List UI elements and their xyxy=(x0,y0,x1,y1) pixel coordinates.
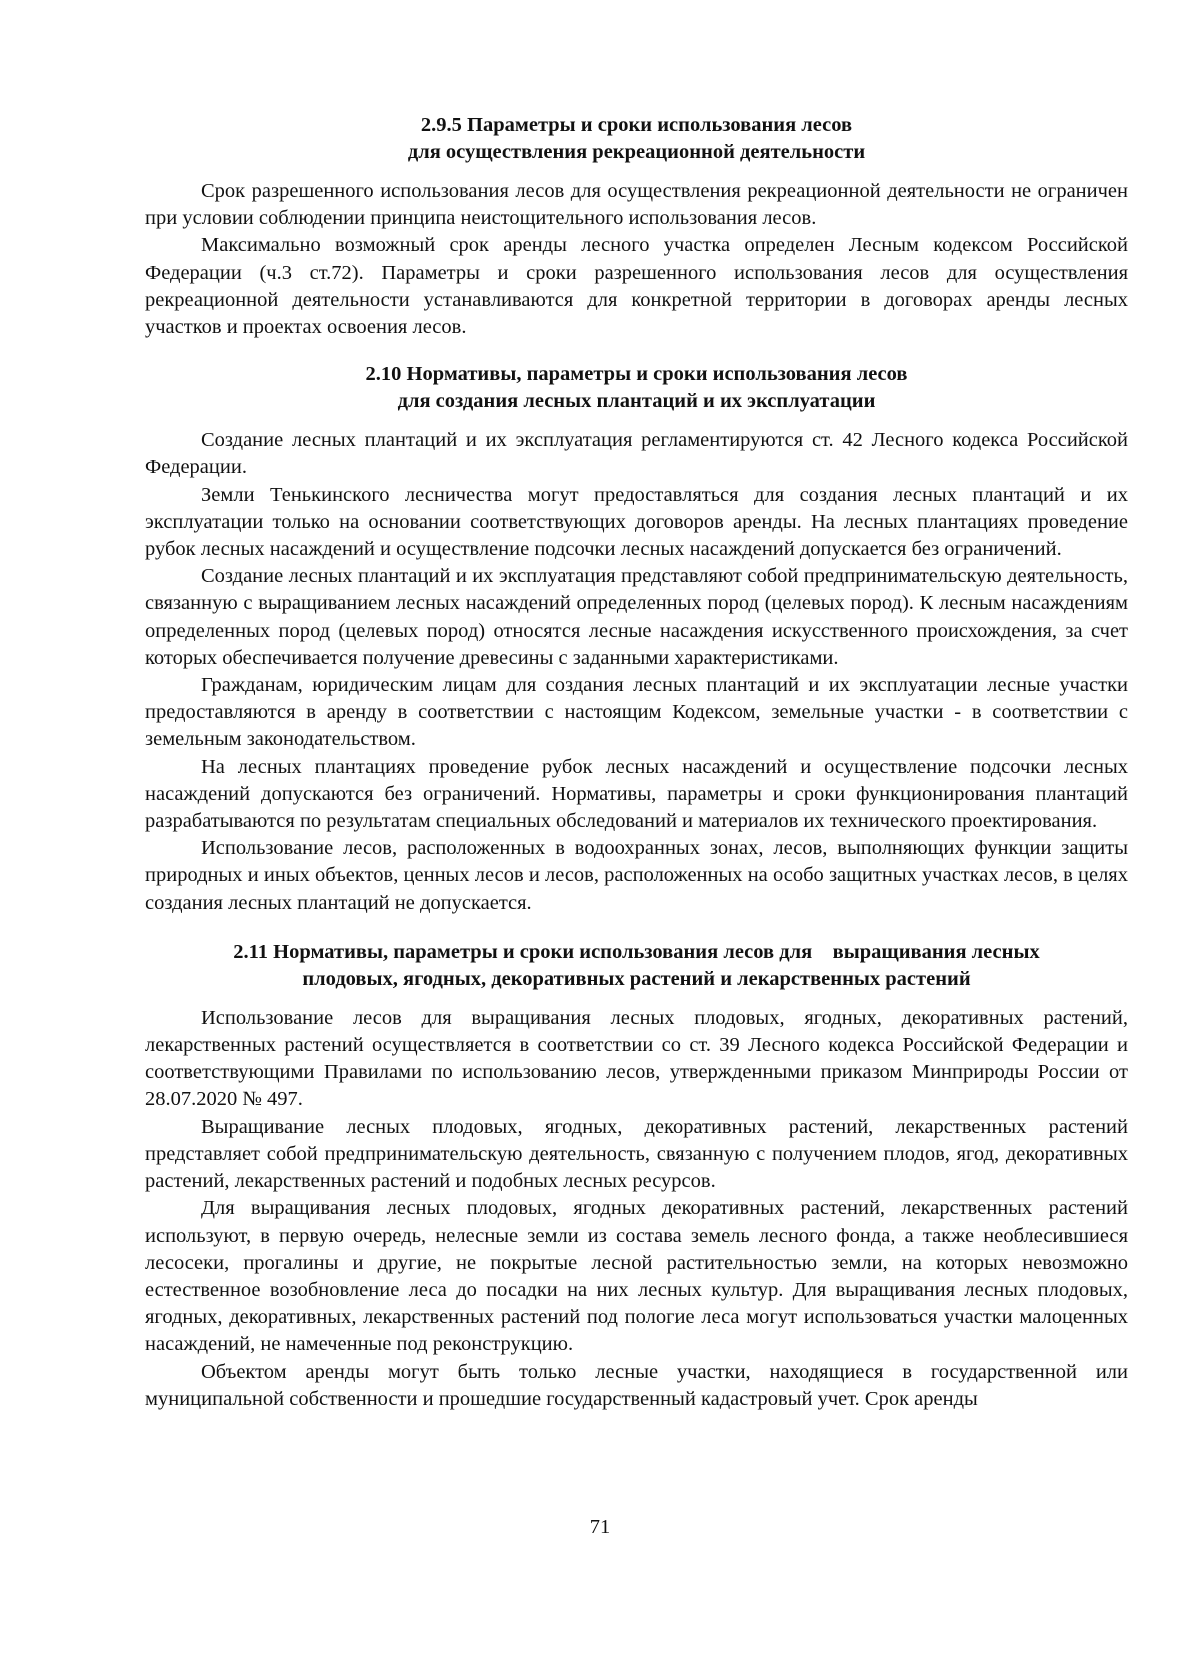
section-2-9-5 xyxy=(145,112,1128,341)
heading-line: 2.11 Нормативы, параметры и сроки использования лесов для выращивания лесных xyxy=(233,940,1040,963)
paragraph: Создание лесных плантаций и их эксплуатация представляют собой предпринимательскую деятельность, связанную с выращиванием лесных насаждений определенных пород (целевых пород). К лесным насаждениям определенных пород (целевых пород) относятся лесные насаждения искусственного происхождения, за счет которых обеспечивается получение древесины с заданными характеристиками. xyxy=(145,565,1128,669)
paragraph: Создание лесных плантаций и их эксплуатация регламентируются ст. 42 Лесного кодекса Российской Федерации. xyxy=(145,429,1128,479)
paragraph: Выращивание лесных плодовых, ягодных, декоративных растений, лекарственных растений представляет собой предпринимательскую деятельность, связанную с получением плодов, ягод, декоративных растений, лекарственных растений и подобных лесных ресурсов. xyxy=(145,1115,1128,1193)
paragraph: Использование лесов для выращивания лесных плодовых, ягодных, декоративных растений, лекарственных растений осуществляется в соответствии со ст. 39 Лесного кодекса Российской Федерации и соответствующими Правилами по использованию лесов, утвержденными приказом Минприроды России от 28.07.2020 № 497. xyxy=(145,1006,1128,1111)
paragraph: Объектом аренды могут быть только лесные участки, находящиеся в государственной или муниципальной собственности и прошедшие государственный кадастровый учет. Срок аренды xyxy=(145,1360,1128,1410)
section-heading xyxy=(145,112,1128,166)
document-page xyxy=(145,112,1128,1413)
paragraph: На лесных плантациях проведение рубок лесных насаждений и осуществление подсочки лесных насаждений допускаются без ограничений. Нормативы, параметры и сроки функционирования плантаций разрабатываются по результатам специальных обследований и материалов их технического проектирования. xyxy=(145,755,1128,833)
paragraph: Максимально возможный срок аренды лесного участка определен Лесным кодексом Российской Федерации (ч.3 ст.72). Параметры и сроки разрешенного использования лесов для осуществления рекреационной деятельности устанавливаются для конкретной территории в договорах аренды лесных участков и проектах освоения лесов. xyxy=(145,234,1128,339)
page-number: 71 xyxy=(589,1516,611,1538)
paragraph: Гражданам, юридическим лицам для создания лесных плантаций и их эксплуатации лесные участки предоставляются в аренду в соответствии с настоящим Кодексом, земельные участки - в соответствии с земельным законодательством. xyxy=(145,674,1128,751)
paragraph: Срок разрешенного использования лесов для осуществления рекреационной деятельности не ограничен при условии соблюдении принципа неистощительного использования лесов. xyxy=(145,180,1128,230)
section-2-11 xyxy=(145,939,1128,1413)
heading-line: 2.10 Нормативы, параметры и сроки использования лесов xyxy=(365,363,908,386)
heading-line: 2.9.5 Параметры и сроки использования лесов xyxy=(420,114,853,136)
section-heading xyxy=(145,939,1128,993)
heading-line: для осуществления рекреационной деятельности xyxy=(407,141,866,163)
section-2-10 xyxy=(145,361,1128,917)
paragraph: Использование лесов, расположенных в водоохранных зонах, лесов, выполняющих функции защиты природных и иных объектов, ценных лесов и лесов, расположенных на особо защитных участках лесов, в целях создания лесных плантаций не допускается. xyxy=(145,837,1128,914)
paragraph: Земли Тенькинского лесничества могут предоставляться для создания лесных плантаций и их эксплуатации только на основании соответствующих договоров аренды. На лесных плантациях проведение рубок лесных насаждений и осуществление подсочки лесных насаждений допускается без ограничений. xyxy=(145,483,1128,561)
paragraph: Для выращивания лесных плодовых, ягодных декоративных растений, лекарственных растений используют, в первую очередь, нелесные земли из состава земель лесного фонда, а также необлесившиеся лесосеки, прогалины и другие, не покрытые лесной растительностью земли, на которых невозможно естественное возобновление леса до посадки на них лесных культур. Для выращивания лесных плодовых, ягодных, декоративных, лекарственных растений под пологие леса могут использоваться участки малоценных насаждений, не намеченные под реконструкцию. xyxy=(145,1197,1128,1356)
heading-line: плодовых, ягодных, декоративных растений и лекарственных растений xyxy=(302,967,971,990)
section-heading xyxy=(145,361,1128,415)
heading-line: для создания лесных плантаций и их эксплуатации xyxy=(397,390,876,413)
